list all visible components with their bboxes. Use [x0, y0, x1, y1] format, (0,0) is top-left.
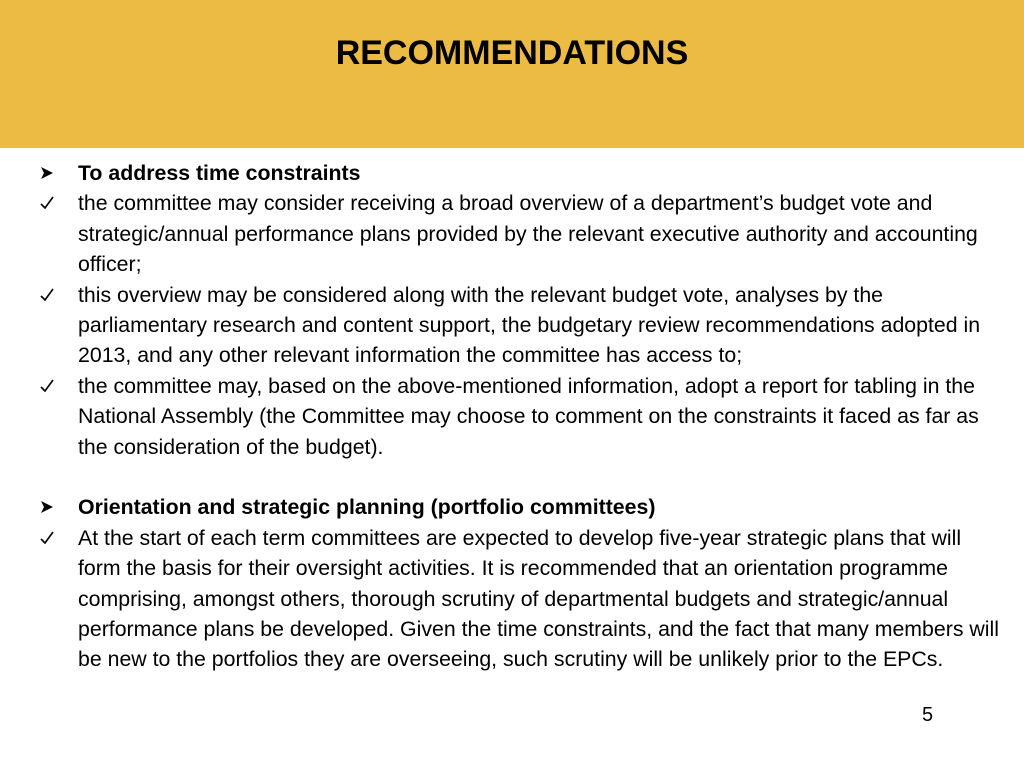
- checkmark-icon: [40, 188, 70, 210]
- section-heading: [40, 158, 1000, 188]
- arrow-bullet-icon: [40, 492, 70, 514]
- list-item: [40, 371, 1000, 462]
- list-item-text: At the start of each term committees are expected to develop five-year strategic plans that will form the basis for their oversight activities. It is recommended that an orientation programme comprising, amongst others, thorough scrutiny of departmental budgets and strategic/annual performance plans be developed. Given the time constraints, and the fact that many members will be new to the portfolios they are overseeing, such scrutiny will be unlikely prior to the EPCs.: [78, 525, 999, 672]
- list-item-text: the committee may, based on the above-mentioned information, adopt a report for tabling in the National Assembly (the Committee may choose to comment on the constraints it faced as far as the consideration of the budget).: [78, 373, 979, 459]
- list-item: [40, 188, 1000, 279]
- section-heading-text: To address time constraints: [78, 161, 361, 185]
- checkmark-icon: [40, 371, 70, 393]
- arrow-bullet-icon: [40, 158, 70, 180]
- list-item: [40, 280, 1000, 371]
- page-number: 5: [922, 704, 934, 726]
- section-spacer: [40, 462, 1000, 492]
- slide-title: RECOMMENDATIONS: [335, 34, 689, 72]
- list-item-text: this overview may be considered along with the relevant budget vote, analyses by the parliamentary research and content support, the budgetary review recommendations adopted in 2013, and any other relevant information the committee has access to;: [78, 282, 981, 368]
- section-heading-text: Orientation and strategic planning (portfolio committees): [78, 495, 656, 520]
- checkmark-icon: [40, 280, 70, 302]
- header-band: [0, 0, 1024, 148]
- slide-content: [40, 158, 1000, 675]
- list-item: [40, 523, 1000, 675]
- list-item-text: the committee may consider receiving a broad overview of a department’s budget vote and strategic/annual performance plans provided by the relevant executive authority and accounting officer;: [78, 191, 978, 277]
- section-heading: [40, 492, 1000, 522]
- checkmark-icon: [40, 523, 70, 545]
